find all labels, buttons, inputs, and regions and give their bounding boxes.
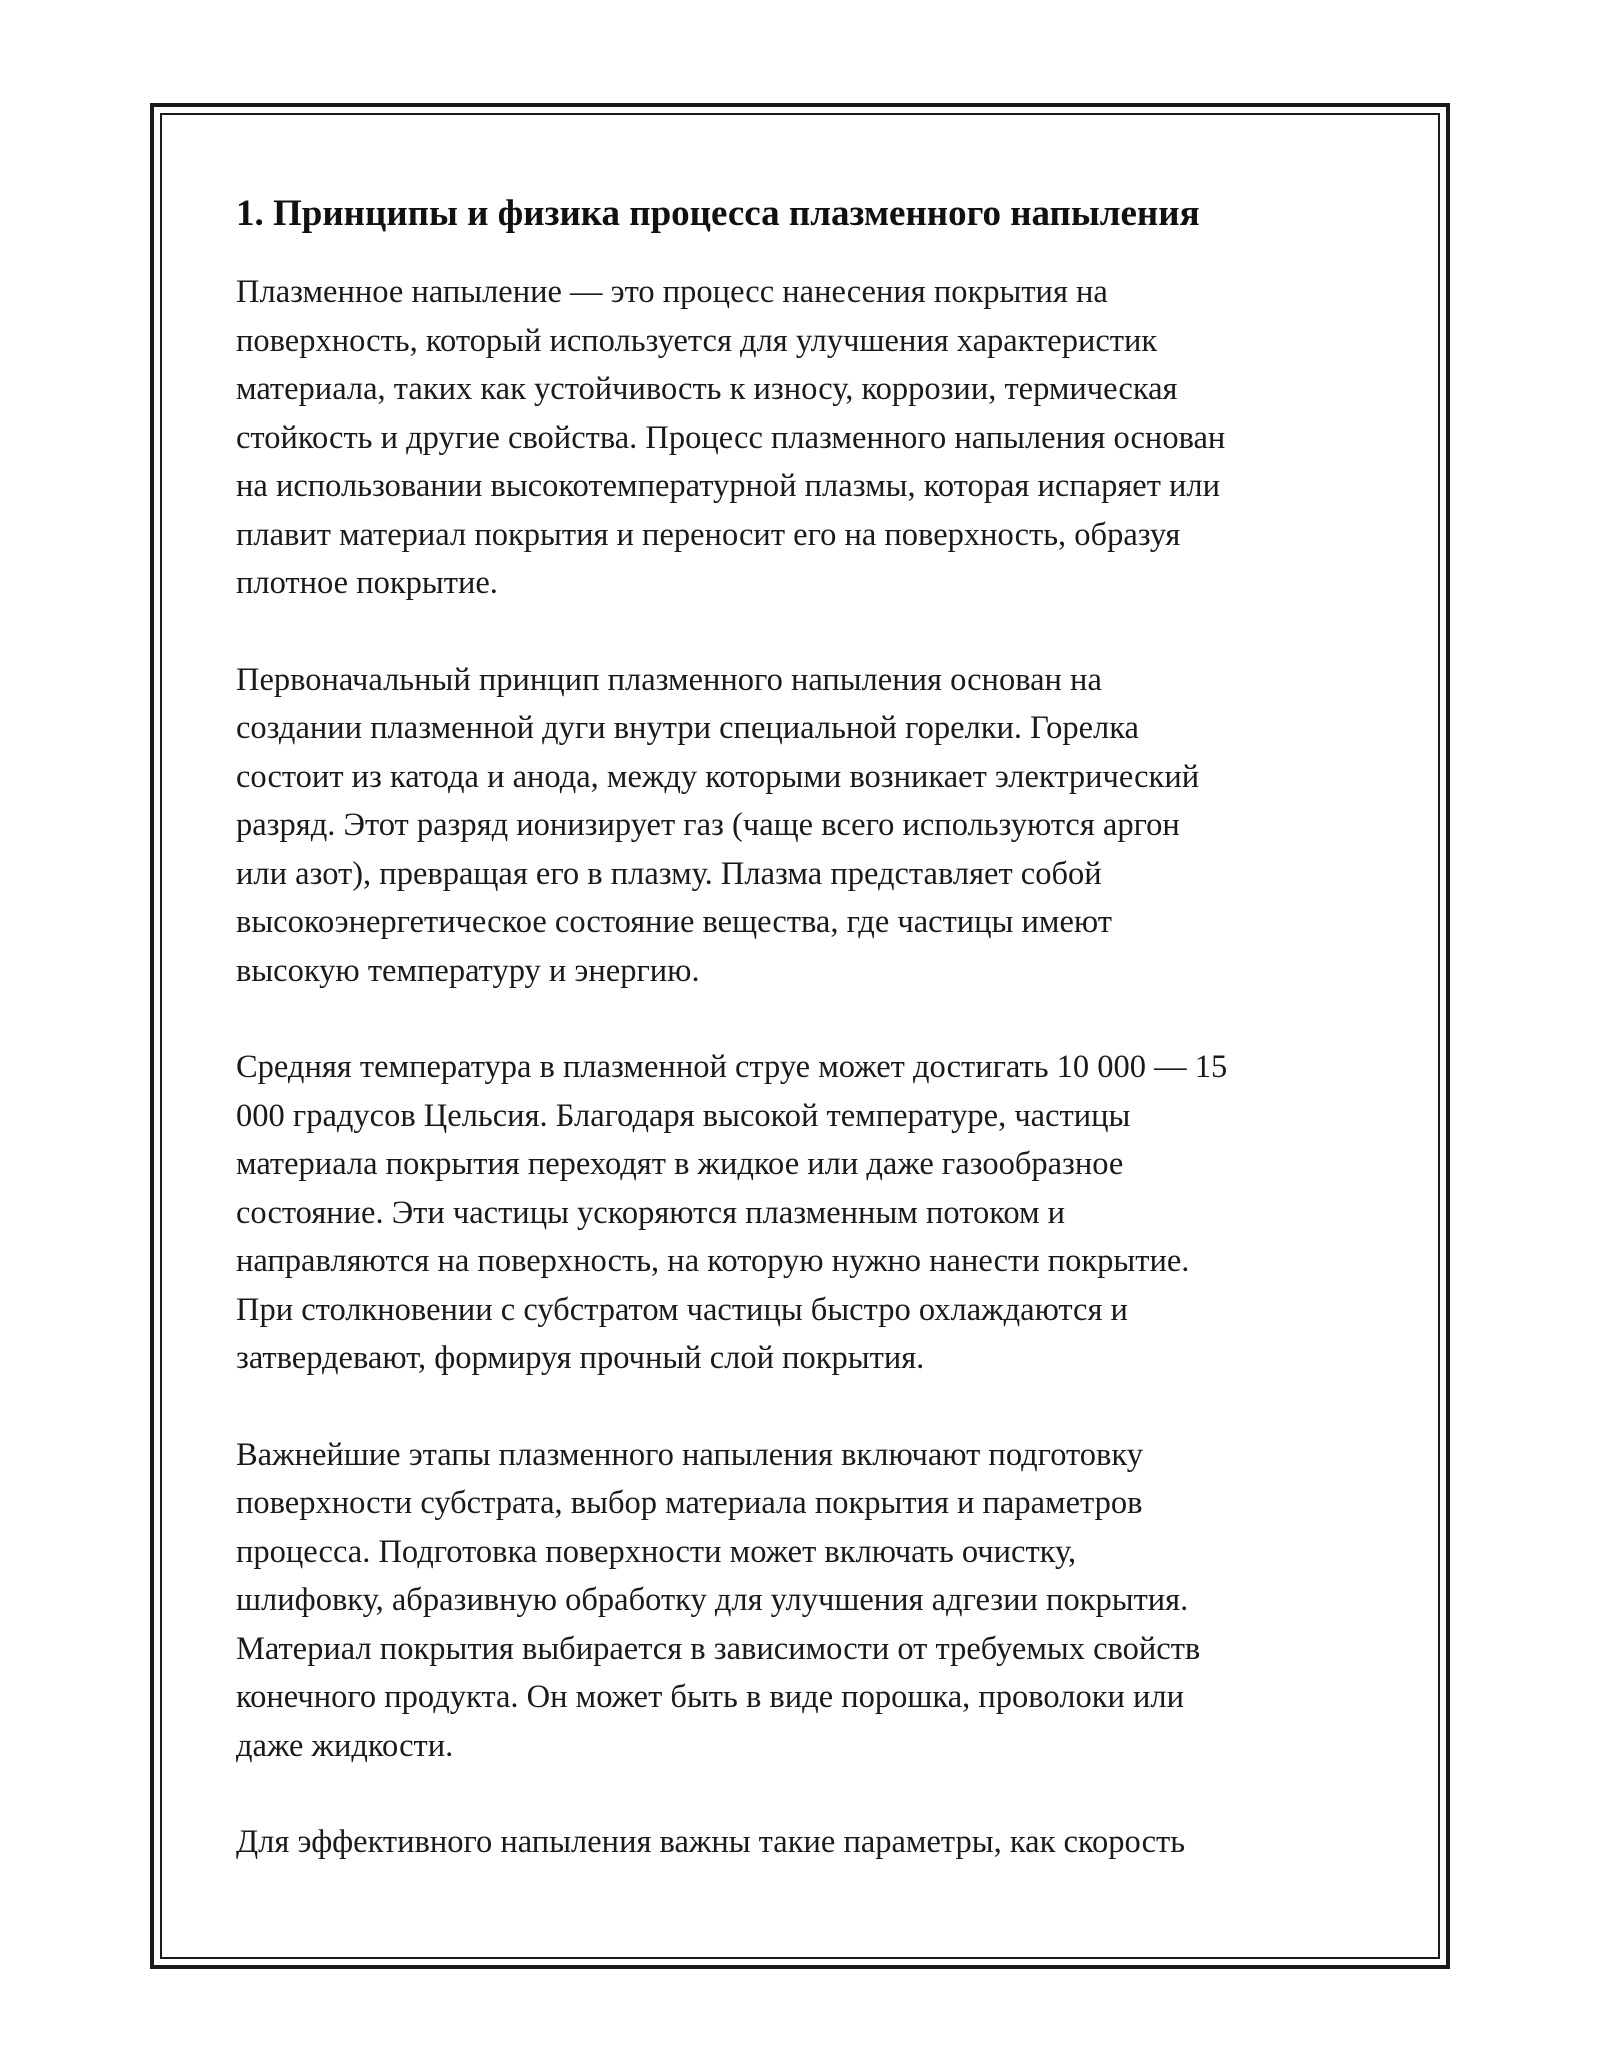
paragraph-4: Важнейшие этапы плазменного напыления включают подготовку поверхности субстрата, выбор материала покрытия и параметров процесса. Подготовка поверхности может включать очистку, шлифовку, абразивную обработку для улучшения адгезии покрытия. Материал покрытия выбирается в зависимости от требуемых свойств конечного продукта. Он может быть в виде порошка, проволоки или даже жидкости. (236, 1436, 1201, 1764)
document-body (236, 188, 1366, 1915)
paragraph-2: Первоначальный принцип плазменного напыления основан на создании плазменной дуги внутри специальной горелки. Горелка состоит из катода и анода, между которыми возникает электрический разряд. Этот разряд ионизирует газ (чаще всего используются аргон или азот), превращая его в плазму. Плазма представляет собой высокоэнергетическое состояние вещества, где частицы имеют высокую температуру и энергию. (236, 661, 1200, 989)
paragraph-5: Для эффективного напыления важны такие параметры, как скорость (236, 1824, 1186, 1860)
paragraph-1: Плазменное напыление — это процесс нанесения покрытия на поверхность, который используется для улучшения характеристик материала, таких как устойчивость к износу, коррозии, термическая стойкость и другие свойства. Процесс плазменного напыления основан на использовании высокотемпературной плазмы, которая испаряет или плавит материал покрытия и переносит его на поверхность, образуя плотное покрытие. (236, 274, 1226, 601)
paragraph-3: Средняя температура в плазменной струе может достигать 10 000 — 15 000 градусов Цельсия. Благодаря высокой температуре, частицы материала покрытия переходят в жидкое или даже газообразное состояние. Эти частицы ускоряются плазменным потоком и направляются на поверхность, на которую нужно нанести покрытие. При столкновении с субстратом частицы быстро охлаждаются и затвердевают, формируя прочный слой покрытия. (236, 1049, 1228, 1376)
section-heading: 1. Принципы и физика процесса плазменного напыления (236, 193, 1200, 234)
